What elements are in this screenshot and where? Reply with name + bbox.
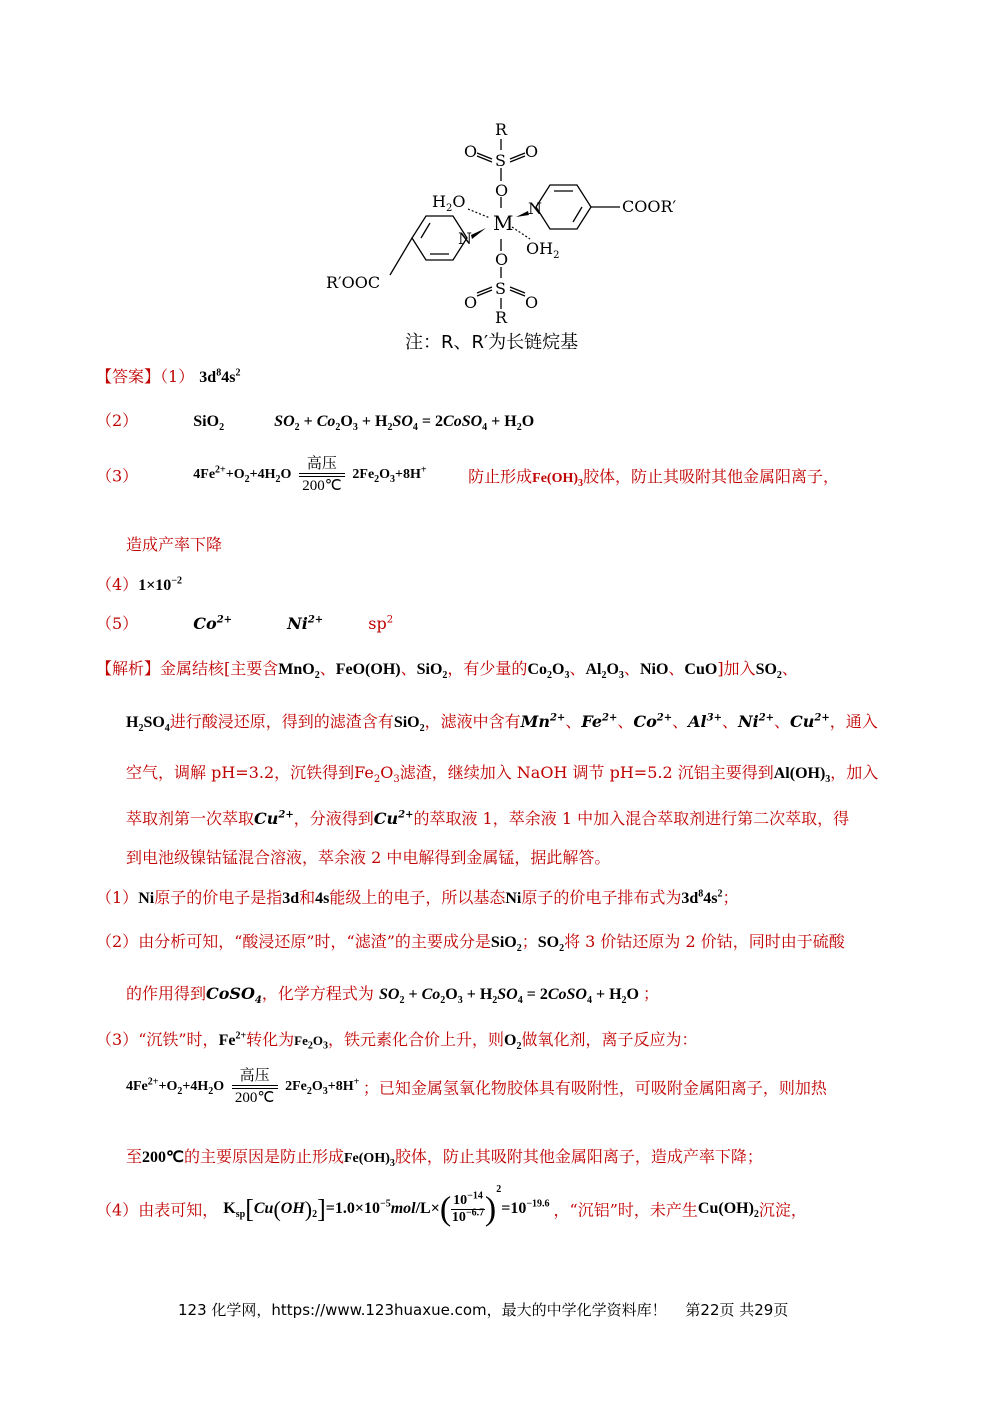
q3-reason-cont: 造成产率下降 <box>126 535 223 554</box>
n-left-label: N <box>458 229 472 248</box>
q1-number: （1） <box>160 367 195 386</box>
analysis-a3-cont: 至200℃的主要原因是防止形成$Fe(OH)_3$胶体，防止其吸附其他金属阳离子，造成产率下降； <box>126 1147 763 1169</box>
analysis-a3-eq: $4Fe^{2+}+O_2+4H_2O$ $\frac{\text{高压}}{200℃}$ $2Fe_2O_3+8H^+$ ；已知金属氢氧化物胶体具有吸附性，可吸附金属阳离子，则加热 <box>126 1068 827 1106</box>
figure-caption: 注：R、R′为长链烷基 <box>405 332 579 353</box>
footer-text: 123 化学网，https://www.123huaxue.com，最大的中学化学资料库！ <box>178 1301 667 1319</box>
r-bottom-label: R <box>495 308 508 327</box>
o-right-bottom-label: O <box>525 293 539 312</box>
q5-co: $Co^{2+}$ <box>193 614 233 633</box>
q4-answer: $1\times 10^{-2}$ <box>138 575 183 594</box>
q3-equation: $4Fe^{2+}+O_2+4H_2O$ $\frac{\text{高压}}{200℃}$ $2Fe_2O_3+8H^+$ <box>193 456 427 494</box>
s-top-label: S <box>495 151 506 170</box>
analysis-a3: （3）“沉铁”时，$Fe^{2+}$转化为$Fe_2O_3$，铁元素化合价上升，则$O_2$做氧化剂，离子反应为： <box>96 1030 698 1053</box>
h2o-left-label: $H_2O$ <box>432 192 466 215</box>
answer-line-4 <box>96 572 182 595</box>
answer-tag: 【答案】 <box>96 367 161 386</box>
analysis-p3: 空气，调解 pH=3.2，沉铁得到$Fe_2O_3$滤渣，继续加入 NaOH 调节 pH=5.2 沉铝主要得到$Al(OH)_3$，加入 <box>126 763 879 786</box>
q2-equation: $SO_2 + Co_2O_3 + H_2SO_4$ = 2CoSO$_4$ + $H_2O$ <box>274 413 535 434</box>
complex-structure-figure <box>320 115 680 355</box>
o-bridge-top-label: O <box>495 181 509 200</box>
answer-line-1 <box>96 364 240 387</box>
oh2-right-label: $OH_2$ <box>526 239 560 262</box>
o-left-top-label: O <box>464 142 478 161</box>
r-top-label: R <box>495 120 508 139</box>
q5-sp2: $sp^2$ <box>368 614 394 633</box>
page-footer <box>178 1299 788 1320</box>
analysis-a1: （1）Ni原子的价电子是指3d和4s能级上的电子，所以基态Ni原子的价电子排布式为$3d^84s^2$； <box>96 888 739 907</box>
q5-ni: $Ni^{2+}$ <box>287 614 324 633</box>
q3-reason: 防止形成$Fe(OH)_3$胶体，防止其吸附其他金属阳离子， <box>468 466 840 489</box>
analysis-tag: 【解析】 <box>96 659 161 678</box>
q2-sio2: SiO$_2$ <box>193 413 225 434</box>
s-bottom-label: S <box>495 279 506 298</box>
cooR-right-label: COOR′ <box>622 197 677 216</box>
q5-number: （5） <box>96 614 139 633</box>
analysis-a2-cont: 的作用得到CoSO$_4$，化学方程式为 $SO_2 + Co_2O_3 + H_2SO_4$ = 2CoSO$_4$ + $H_2O$ ； <box>126 984 659 1007</box>
o-right-top-label: O <box>525 142 539 161</box>
q2-number: （2） <box>96 411 139 430</box>
analysis-p1: 【解析】金属结核[主要含MnO$_2$、FeO(OH)、SiO$_2$，有少量的$Co_2O_3$、$Al_2O_3$、NiO、CuO]加入$SO_2$、 <box>96 659 798 682</box>
q4-number: （4） <box>96 575 139 594</box>
o-bridge-bottom-label: O <box>495 250 509 269</box>
page-number: 第22页 共29页 <box>685 1301 789 1319</box>
q3-reaction-condition: $\frac{\text{高压}}{200℃}$ <box>299 455 345 495</box>
answer-line-2 <box>96 408 535 434</box>
analysis-a4: （4）由表可知， $K_{sp}[Cu(OH)_2]=1.0\times 10^{-5}mol/L\times$( $\frac{10^{-14}}{10^{-6.7}}$ )$^2=10^{-19.6}$ ，“沉铝”时，未产生$Cu(OH)_2$沉淀， <box>96 1184 807 1227</box>
q1-answer: $3d^84s^2$ <box>199 367 241 386</box>
analysis-p2: $H_2SO_4$进行酸浸还原，得到的滤渣含有SiO$_2$，滤液中含有$Mn^{2+}$、$Fe^{2+}$、$Co^{2+}$、$Al^{3+}$、$Ni^{2+}$、$Cu^{2+}$，通入 <box>126 712 878 735</box>
answer-line-5 <box>96 611 393 634</box>
analysis-a2: （2）由分析可知，“酸浸还原”时，“滤渣”的主要成分是SiO$_2$；$SO_2$将 3 价钴还原为 2 价钴，同时由于硫酸 <box>96 932 845 955</box>
answer-line-3 <box>96 455 839 495</box>
n-right-label: N <box>528 199 542 218</box>
cooR-left-label: R′OOC <box>326 273 381 292</box>
analysis-p4: 萃取剂第一次萃取$Cu^{2+}$，分液得到$Cu^{2+}$的萃取液 1，萃余液 1 中加入混合萃取剂进行第二次萃取，得 <box>126 809 850 828</box>
metal-label: M <box>493 211 514 235</box>
analysis-p5: 到电池级镍钴锰混合溶液，萃余液 2 中电解得到金属锰，据此解答。 <box>126 848 611 867</box>
o-left-bottom-label: O <box>464 293 478 312</box>
q3-number: （3） <box>96 466 139 486</box>
